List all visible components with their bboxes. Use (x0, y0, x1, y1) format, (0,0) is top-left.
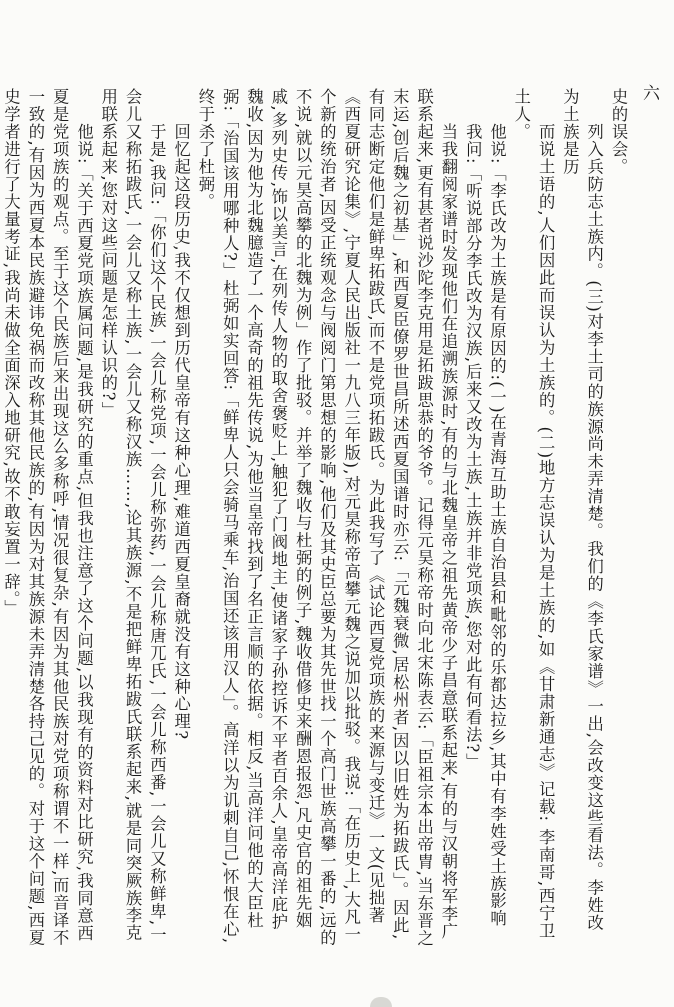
paragraph-li-surname-1: 而说土语的,人们因此而误认为土族的。(二)地方志误认为是土族的,如《甘肃新通志》记载: 李南哥,西宁卫土人。 (511, 88, 556, 940)
paragraph-continuation: 史的误会。 (609, 88, 628, 176)
page-number: 六 (639, 84, 659, 101)
binding-shadow (370, 997, 392, 1007)
paragraph-he-said-li: 他说:「李氏改为土族是有原因的:(一)在青海互助土族自治县和毗邻的乐都达拉乡,其中有李姓受土族影响 (487, 88, 507, 928)
paragraph-genealogy: 当我翻阅家谱时发现他们在追溯族源时,有的与北魏皇帝之祖先黄帝少子昌意联系起来,有的与汉朝将军李广联系起来,更有甚者说沙陀李克用是拓跋思恭的爷爷。记得元昊称帝时向北宋陈表云:「臣祖宗本出帝胄,当东晋之末运,创后魏之初基」,和西夏臣僚罗世昌所述西夏国谱时亦云:「元魏衰微,居松州者,因以旧姓为拓跋氏」。因此,有同志断定他们是鲜卑拓跋氏,而不是党项拓跋氏。为此我写了《试论西夏党项族的来源与变迁》一文(见拙著《西夏研究论集》,宁夏人民出版社一九八三年版),对元昊称帝高攀元魏之说加以批驳。我说:「在历史上,大凡一个新的统治者,因受正统观念与阀阅门第思想的影响,他们及其史臣总要为其先世找一个高门世族高攀一番的,远的不说,就以元昊高攀的北魏为例」作了批驳。并举了魏收与杜弼的例子,魏收借修史来酬恩报怨,凡史官的祖先姻戚,多列史传,饰以美言,在列传人物的取舍褒贬上,触犯了门阀地主,使诸家子孙控诉不平者百余人,皇帝高洋庇护魏收,因为他为北魏臆造了一个高奇的祖先传说,为他当皇帝找到了名正言顺的依据。相反,当高洋问他的大臣杜弼:「治国该用哪种人?」杜弼如实回答:「鲜卑人只会骑马乘车,治国还该用汉人」。高洋以为讥刺自己,怀恨在心,终于杀了杜弼。 (195, 88, 458, 947)
paragraph-i-asked-tu: 我问:「听说部分李氏改为汉族,后来又改为土族,土族并非党项族,您对此有何看法?」 (463, 88, 483, 771)
paragraph-li-surname-2: 列入兵防志土族内。(三)对李土司的族源尚未弄清楚。我们的《李氏家谱》一出,会改变这些看法。李姓改为土族是历 (560, 88, 604, 932)
paragraph-recollection: 回忆起这段历史,我不仅想到历代皇帝有这种心理,难道西夏皇裔就没有这种心理? (171, 88, 191, 741)
paragraph-he-said-dangxiang: 他说:「关于西夏党项族属问题,是我研究的重点,但我也注意了这个问题,以我现有的资料对比研究,我同意西夏是党项族的观点。至于这个民族后来出现这么多称呼,情况很复杂,有因为其他民族对党项称谓不一样,而音译不一致的,有因为西夏本民族避讳免祸而改称其他民族的,有因为对其族源未弄清楚各持己见的。对于这个问题,西夏史学者进行了大量考证,我尚未做全面深入地研究,故不敢妄置一辞。」 (1, 88, 94, 947)
vertical-text-body (1, 88, 630, 948)
paragraph-i-asked-names: 于是,我问:「你们这个民族,一会儿称党项,一会儿称弥药,一会儿称唐兀氏,一会儿称西番,一会儿又称鲜卑,一会儿又称拓跋氏,一会儿又称土族,一会儿又称汉族……,论其族源,不是把鲜卑拓跋氏联系起来,就是同突厥族李克用联系起来,您对这些问题是怎样认识的?」 (98, 88, 167, 944)
